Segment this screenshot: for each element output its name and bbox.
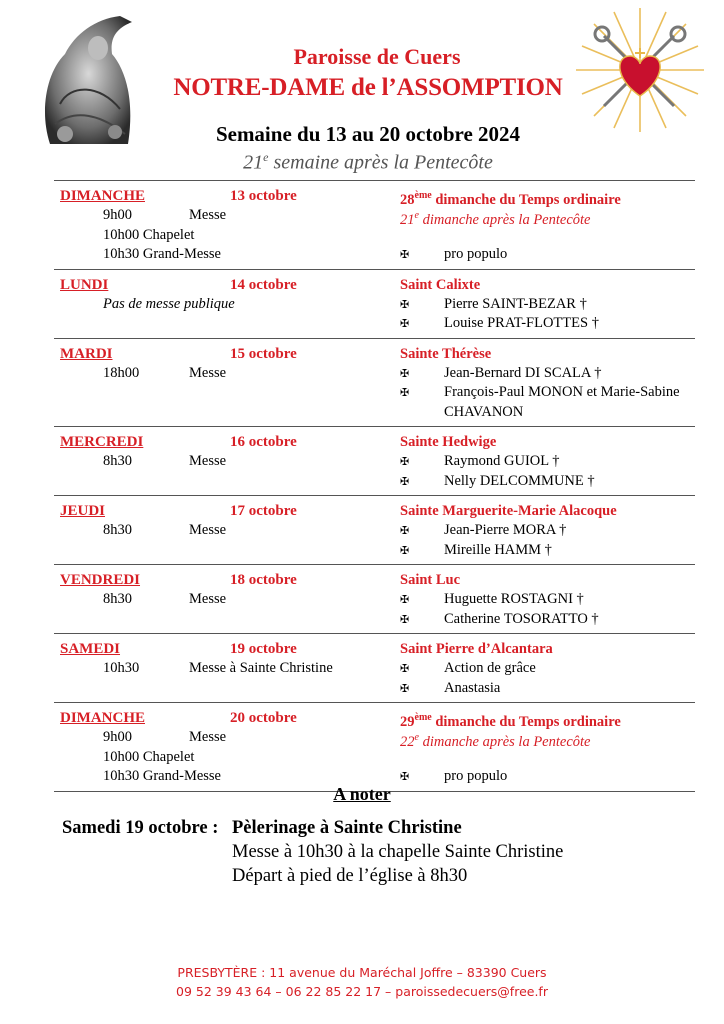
day-date: 20 octobre bbox=[230, 710, 297, 726]
mass-intention: ✠ Pierre SAINT-BEZAR † bbox=[400, 295, 687, 315]
day-block bbox=[54, 703, 695, 792]
mass-row: 8h30 Messe bbox=[103, 522, 227, 538]
day-name: SAMEDI bbox=[60, 641, 121, 657]
day-block bbox=[54, 270, 695, 339]
day-name: MARDI bbox=[60, 345, 113, 362]
cross-icon: ✠ bbox=[400, 386, 410, 399]
feast-subtitle: 21e dimanche après la Pentecôte bbox=[400, 210, 591, 228]
cross-icon: ✠ bbox=[400, 543, 410, 557]
cross-icon: ✠ bbox=[400, 366, 410, 380]
mass-row: 9h00 Messe bbox=[103, 729, 227, 745]
cross-icon: ✠ bbox=[400, 248, 410, 261]
cross-icon: ✠ bbox=[400, 770, 410, 783]
day-block bbox=[54, 180, 695, 270]
cross-icon: ✠ bbox=[400, 524, 410, 537]
cross-icon: ✠ bbox=[400, 593, 410, 606]
feast-title: Sainte Thérèse bbox=[400, 345, 492, 362]
day-block bbox=[54, 634, 695, 703]
feast-subtitle: 22e dimanche après la Pentecôte bbox=[400, 732, 591, 750]
mass-intention: ✠ pro populo bbox=[400, 245, 687, 265]
mass-intention: ✠ Action de grâce bbox=[400, 659, 687, 679]
mass-intention: ✠ Jean-Pierre MORA † bbox=[400, 521, 687, 541]
cross-icon: ✠ bbox=[400, 455, 410, 468]
church-title: NOTRE-DAME de l’ASSOMPTION bbox=[173, 74, 563, 101]
notice-line-3: Départ à pied de l’église à 8h30 bbox=[232, 866, 468, 886]
mass-row: 18h00 Messe bbox=[103, 364, 227, 381]
day-name: MERCREDI bbox=[60, 434, 144, 450]
day-block bbox=[54, 339, 695, 428]
cross-icon: ✠ bbox=[400, 297, 410, 311]
cross-icon: ✠ bbox=[400, 612, 410, 626]
mass-row: 8h30 Messe bbox=[103, 453, 227, 469]
feast-title: Saint Calixte bbox=[400, 276, 481, 293]
mass-intention: ✠ François-Paul MONON et Marie-Sabine CHAVANON bbox=[400, 383, 687, 422]
mass-intention: ✠ pro populo bbox=[400, 767, 687, 787]
cross-icon: ✠ bbox=[400, 474, 410, 488]
feast-title: Saint Pierre d’Alcantara bbox=[400, 641, 553, 657]
mass-intention: ✠ Catherine TOSORATTO † bbox=[400, 610, 687, 630]
week-heading: Semaine du 13 au 20 octobre 2024 bbox=[215, 122, 521, 146]
day-date: 14 octobre bbox=[230, 276, 297, 293]
footer bbox=[0, 963, 724, 1001]
day-name: LUNDI bbox=[60, 276, 109, 293]
notice-heading: A noter bbox=[333, 784, 391, 804]
day-date: 17 octobre bbox=[230, 503, 297, 519]
feast-title: Sainte Marguerite-Marie Alacoque bbox=[400, 503, 617, 519]
feast-title: 29ème dimanche du Temps ordinaire bbox=[400, 712, 621, 730]
day-name: VENDREDI bbox=[60, 572, 141, 588]
cross-icon: ✠ bbox=[400, 662, 410, 675]
mass-row: 9h00 Messe bbox=[103, 207, 227, 223]
day-name: DIMANCHE bbox=[60, 188, 145, 204]
mass-intention: ✠ Nelly DELCOMMUNE † bbox=[400, 472, 687, 492]
mass-row: 10h30 Grand-Messe bbox=[103, 768, 221, 784]
footer-contact: 09 52 39 43 64 – 06 22 85 22 17 – paroissedecuers@free.fr bbox=[176, 984, 548, 999]
feast-title: Saint Luc bbox=[400, 572, 461, 588]
notice-line-1: Pèlerinage à Sainte Christine bbox=[232, 818, 462, 838]
mass-intention: ✠ Anastasia bbox=[400, 679, 687, 699]
mass-row: 10h30 Grand-Messe bbox=[103, 246, 221, 262]
day-name: JEUDI bbox=[60, 503, 106, 519]
day-date: 18 octobre bbox=[230, 572, 297, 588]
sacred-heart-keys-emblem bbox=[574, 6, 706, 134]
weekly-schedule bbox=[54, 180, 695, 792]
no-mass-note: Pas de messe publique bbox=[103, 295, 235, 312]
week-subheading: 21e semaine après la Pentecôte bbox=[243, 150, 493, 174]
mass-row: 10h00 Chapelet bbox=[103, 226, 195, 243]
mass-row: 10h30 Messe à Sainte Christine bbox=[103, 660, 333, 676]
cross-icon: ✠ bbox=[400, 681, 410, 695]
footer-address: PRESBYTÈRE : 11 avenue du Maréchal Joffre – 83390 Cuers bbox=[177, 965, 547, 980]
mass-intention: ✠ Raymond GUIOL † bbox=[400, 452, 687, 472]
mass-intention: ✠ Jean-Bernard DI SCALA † bbox=[400, 364, 687, 384]
day-date: 13 octobre bbox=[230, 188, 297, 204]
cross-icon: ✠ bbox=[400, 317, 410, 330]
day-date: 16 octobre bbox=[230, 434, 297, 450]
mass-intention: ✠ Louise PRAT-FLOTTES † bbox=[400, 314, 687, 334]
mass-row: 8h30 Messe bbox=[103, 591, 227, 607]
day-date: 19 octobre bbox=[230, 641, 297, 657]
notice-block bbox=[62, 816, 563, 888]
day-block bbox=[54, 565, 695, 634]
mass-row: 10h00 Chapelet bbox=[103, 748, 195, 765]
notice-date: Samedi 19 octobre : bbox=[62, 818, 219, 838]
mass-intention: ✠ Mireille HAMM † bbox=[400, 541, 687, 561]
day-date: 15 octobre bbox=[230, 345, 297, 362]
feast-title: 28ème dimanche du Temps ordinaire bbox=[400, 190, 621, 208]
mass-intention: ✠ Huguette ROSTAGNI † bbox=[400, 590, 687, 610]
feast-title: Sainte Hedwige bbox=[400, 434, 497, 450]
day-name: DIMANCHE bbox=[60, 710, 145, 726]
day-block bbox=[54, 496, 695, 565]
notice-line-2: Messe à 10h30 à la chapelle Sainte Christine bbox=[232, 842, 564, 862]
assumption-engraving-image bbox=[40, 14, 140, 150]
parish-title: Paroisse de Cuers bbox=[293, 44, 461, 69]
day-block bbox=[54, 427, 695, 496]
